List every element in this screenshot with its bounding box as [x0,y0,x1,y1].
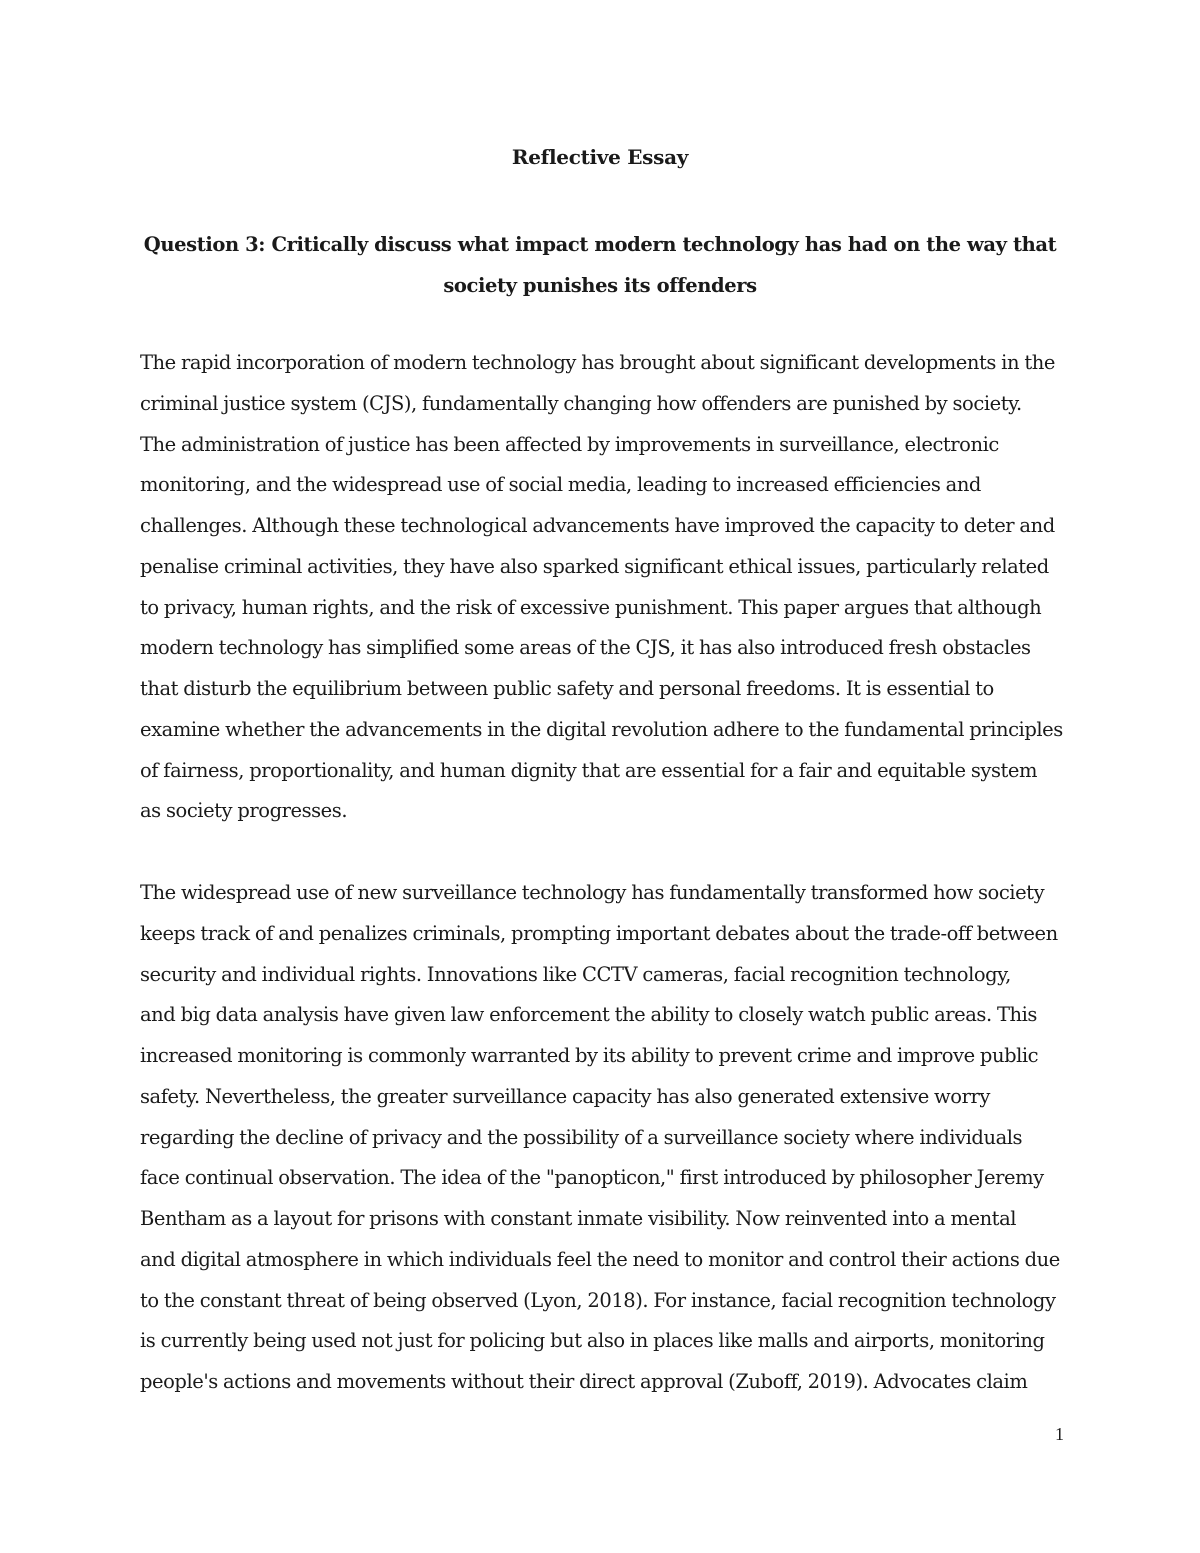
paragraph-introduction [140,343,1065,832]
paragraph-line: penalise criminal activities, they have also sparked significant ethical issues, particularly related [140,554,1049,578]
paragraph-line: security and individual rights. Innovations like CCTV cameras, facial recognition technology, [140,962,1011,986]
paragraph-line: challenges. Although these technological advancements have improved the capacity to deter and [140,514,1055,537]
paragraph-surveillance [140,873,1065,1403]
paragraph-line: regarding the decline of privacy and the possibility of a surveillance society where individuals [140,1125,1023,1149]
question-heading: Question 3: Critically discuss what impact modern technology has had on the way that society punishes its offenders [143,233,1057,297]
paragraph-line: The widespread use of new surveillance technology has fundamentally transformed how society [140,881,1045,904]
paragraph-line: to privacy, human rights, and the risk of excessive punishment. This paper argues that although [140,595,1042,619]
paragraph-line: monitoring, and the widespread use of social media, leading to increased efficiencies and [140,473,981,497]
page-number: 1 [1055,1424,1064,1444]
paragraph-line: of fairness, proportionality, and human dignity that are essential for a fair and equitable system [140,758,1038,782]
essay-title: Reflective Essay [511,145,689,169]
paragraph-line: as society progresses. [140,799,348,823]
paragraph-line: modern technology has simplified some areas of the CJS, it has also introduced fresh obstacles [140,636,1031,660]
paragraph-line: people's actions and movements without their direct approval (Zuboff, 2019). Advocates claim [140,1370,1028,1393]
paragraph-line: that disturb the equilibrium between public safety and personal freedoms. It is essential to [140,677,994,700]
paragraph-line: is currently being used not just for policing but also in places like malls and airports, monitoring [140,1329,1045,1353]
paragraph-line: examine whether the advancements in the digital revolution adhere to the fundamental principles [140,717,1063,741]
paragraph-line: criminal justice system (CJS), fundamentally changing how offenders are punished by society. [140,391,1022,415]
paragraph-line: The rapid incorporation of modern technology has brought about significant developments in the [140,351,1055,374]
paragraph-line: keeps track of and penalizes criminals, prompting important debates about the trade-off between [140,921,1058,945]
paragraph-line: safety. Nevertheless, the greater surveillance capacity has also generated extensive worry [140,1084,990,1108]
paragraph-line: to the constant threat of being observed (Lyon, 2018). For instance, facial recognition technology [140,1288,1056,1312]
paragraph-line: Bentham as a layout for prisons with constant inmate visibility. Now reinvented into a mental [140,1207,1017,1230]
paragraph-line: The administration of justice has been affected by improvements in surveillance, electronic [140,432,999,456]
paragraph-line: face continual observation. The idea of the "panopticon," first introduced by philosopher Jeremy [140,1166,1044,1190]
paragraph-line: and big data analysis have given law enforcement the ability to closely watch public areas. This [140,1003,1037,1027]
paragraph-line: increased monitoring is commonly warranted by its ability to prevent crime and improve public [140,1044,1039,1067]
paragraph-line: and digital atmosphere in which individuals feel the need to monitor and control their actions due [140,1247,1060,1271]
